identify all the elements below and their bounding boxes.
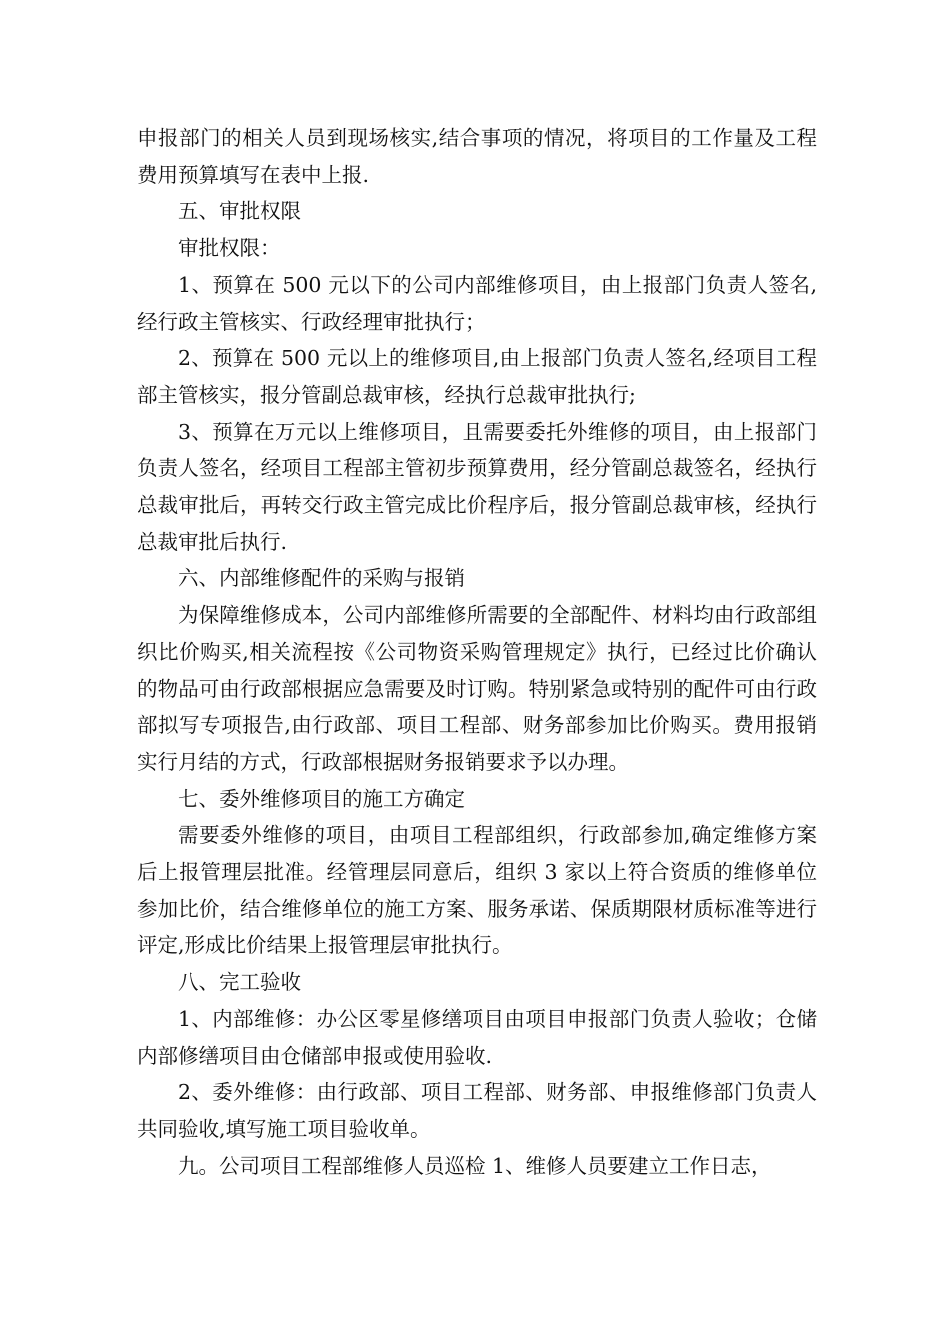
paragraph-inspection: 九。公司项目工程部维修人员巡检 1、维修人员要建立工作日志， — [178, 1153, 772, 1178]
paragraph-continued: 申报部门的相关人员到现场核实,结合事项的情况，将项目的工作量及工程费用预算填写在表中上报. — [137, 126, 817, 187]
section-heading-6: 六、内部维修配件的采购与报销 — [178, 566, 465, 591]
paragraph-approval-3: 3、预算在万元以上维修项目，且需要委托外维修的项目，由上报部门负责人签名，经项目工程部主管初步预算费用，经分管副总裁签名，经执行总裁审批后，再转交行政主管完成比价程序后，报分管副总裁审核，经执行总裁审批后执行. — [137, 419, 817, 554]
paragraph-approval-1: 1、预算在 500 元以下的公司内部维修项目，由上报部门负责人签名,经行政主管核实、行政经理审批执行； — [137, 272, 817, 334]
section-heading-7: 七、委外维修项目的施工方确定 — [178, 786, 465, 811]
paragraph-acceptance-2: 2、委外维修：由行政部、项目工程部、财务部、申报维修部门负责人共同验收,填写施工项目验收单。 — [137, 1080, 817, 1141]
paragraph-approval-label: 审批权限： — [178, 236, 281, 261]
paragraph-purchase: 为保障维修成本，公司内部维修所需要的全部配件、材料均由行政部组织比价购买,相关流程按《公司物资采购管理规定》执行，已经过比价确认的物品可由行政部根据应急需要及时订购。特别紧急或特别的配件可由行政部拟写专项报告,由行政部、项目工程部、财务部参加比价购买。费用报销实行月结的方式，行政部根据财务报销要求予以办理。 — [137, 603, 817, 774]
document-page — [137, 120, 817, 1184]
paragraph-outsourcing: 需要委外维修的项目，由项目工程部组织，行政部参加,确定维修方案后上报管理层批准。经管理层同意后，组织 3 家以上符合资质的维修单位参加比价，结合维修单位的施工方案、服务承诺、保质期限材质标准等进行评定,形成比价结果上报管理层审批执行。 — [137, 823, 817, 958]
paragraph-approval-2: 2、预算在 500 元以上的维修项目,由上报部门负责人签名,经项目工程部主管核实，报分管副总裁审核，经执行总裁审批执行; — [137, 346, 817, 407]
section-heading-5: 五、审批权限 — [178, 199, 301, 224]
section-heading-8: 八、完工验收 — [178, 970, 301, 995]
paragraph-acceptance-1: 1、内部维修：办公区零星修缮项目由项目申报部门负责人验收；仓储内部修缮项目由仓储部申报或使用验收. — [137, 1006, 817, 1068]
